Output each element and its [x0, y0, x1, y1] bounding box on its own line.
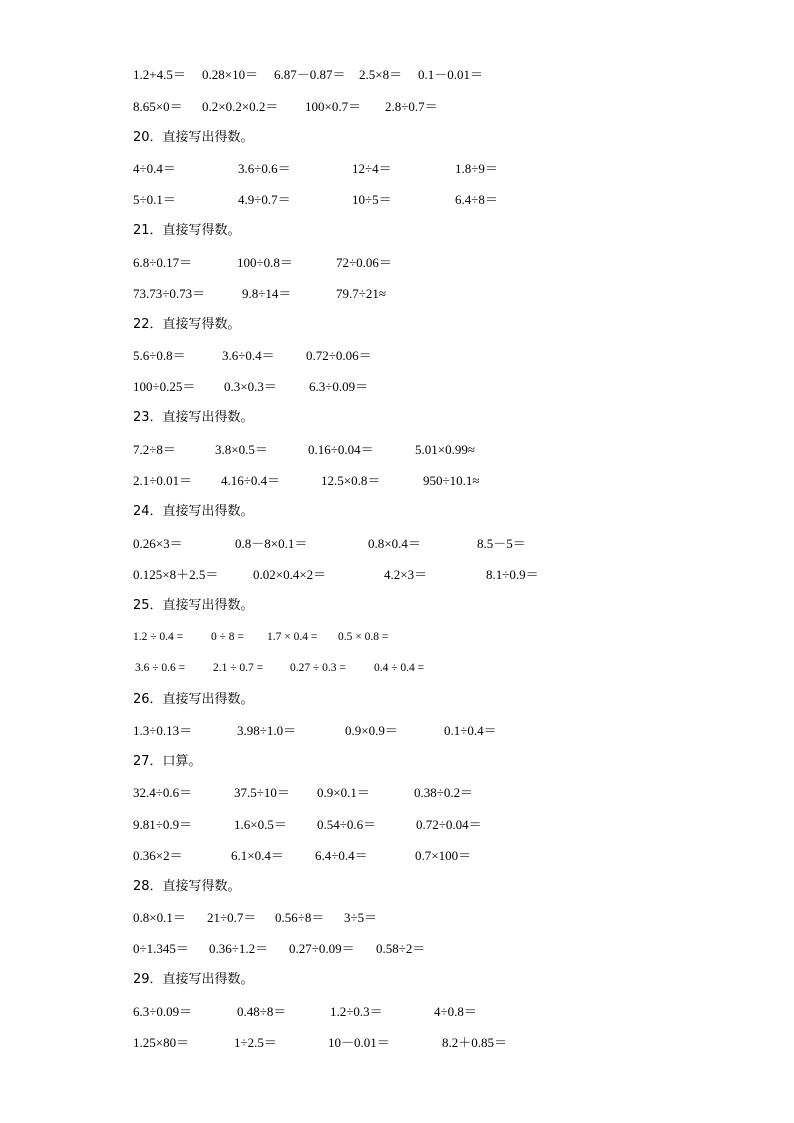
- exercise-title: 24．直接写出得数。: [133, 504, 254, 519]
- exercise-item: 0.7×100＝: [415, 848, 472, 863]
- exercise-item: 1.2 ÷ 0.4 =: [133, 631, 184, 643]
- exercise-item: 21÷0.7＝: [207, 910, 257, 925]
- exercise-item: 0.1－0.01＝: [418, 67, 484, 82]
- exercise-item: 3.98÷1.0＝: [237, 723, 297, 738]
- exercise-item: 1.2+4.5＝: [133, 67, 186, 82]
- exercise-item: 8.5－5＝: [477, 536, 526, 551]
- exercise-title: 20．直接写出得数。: [133, 130, 254, 145]
- exercise-title: 22．直接写得数。: [133, 317, 241, 332]
- exercise-item: 9.8÷14＝: [242, 286, 292, 301]
- exercise-item: 0.27÷0.09＝: [289, 941, 355, 956]
- exercise-item: 0.28×10＝: [202, 67, 259, 82]
- exercise-item: 100÷0.25＝: [133, 379, 196, 394]
- exercise-item: 3.6÷0.4＝: [222, 348, 275, 363]
- exercise-item: 0.125×8＋2.5＝: [133, 567, 219, 582]
- exercise-item: 1÷2.5＝: [234, 1035, 277, 1050]
- exercise-title: 25．直接写出得数。: [133, 598, 254, 613]
- exercise-item: 8.2＋0.85＝: [442, 1035, 508, 1050]
- exercise-item: 5.01×0.99≈: [415, 442, 475, 457]
- exercise-item: 4.9÷0.7＝: [238, 192, 291, 207]
- exercise-item: 0.36×2＝: [133, 848, 183, 863]
- exercise-item: 0.26×3＝: [133, 536, 183, 551]
- exercise-item: 6.1×0.4＝: [231, 848, 284, 863]
- exercise-item: 0.58÷2＝: [376, 941, 426, 956]
- exercise-item: 6.8÷0.17＝: [133, 255, 193, 270]
- exercise-item: 0÷1.345＝: [133, 941, 189, 956]
- exercise-title: 29．直接写出得数。: [133, 972, 254, 987]
- exercise-item: 0.72÷0.06＝: [306, 348, 372, 363]
- exercise-item: 0.1÷0.4＝: [444, 723, 497, 738]
- exercise-item: 4÷0.8＝: [434, 1004, 477, 1019]
- exercise-item: 2.1÷0.01＝: [133, 473, 193, 488]
- exercise-item: 0.16÷0.04＝: [308, 442, 374, 457]
- exercise-item: 0.9×0.1＝: [317, 785, 370, 800]
- exercise-item: 1.25×80＝: [133, 1035, 190, 1050]
- exercise-item: 0.36÷1.2＝: [209, 941, 269, 956]
- exercise-title: 26．直接写出得数。: [133, 692, 254, 707]
- exercise-item: 0.2×0.2×0.2＝: [202, 99, 279, 114]
- exercise-item: 0.4 ÷ 0.4 =: [374, 662, 425, 674]
- exercise-item: 4÷0.4＝: [133, 161, 176, 176]
- exercise-item: 9.81÷0.9＝: [133, 817, 193, 832]
- exercise-item: 2.8÷0.7＝: [385, 99, 438, 114]
- exercise-item: 0.9×0.9＝: [345, 723, 398, 738]
- exercise-item: 4.16÷0.4＝: [221, 473, 281, 488]
- exercise-item: 8.65×0＝: [133, 99, 183, 114]
- exercise-item: 3÷5＝: [344, 910, 378, 925]
- exercise-title: 23．直接写出得数。: [133, 410, 254, 425]
- exercise-item: 100×0.7＝: [305, 99, 362, 114]
- exercise-item: 72÷0.06＝: [336, 255, 392, 270]
- exercise-item: 2.5×8＝: [359, 67, 403, 82]
- exercise-item: 5÷0.1＝: [133, 192, 176, 207]
- exercise-item: 10－0.01＝: [328, 1035, 390, 1050]
- exercise-item: 0.38÷0.2＝: [414, 785, 474, 800]
- exercise-item: 5.6÷0.8＝: [133, 348, 186, 363]
- exercise-item: 7.2÷8＝: [133, 442, 176, 457]
- exercise-item: 0.54÷0.6＝: [317, 817, 377, 832]
- exercise-item: 0.3×0.3＝: [224, 379, 277, 394]
- exercise-item: 37.5÷10＝: [234, 785, 290, 800]
- exercise-item: 100÷0.8＝: [237, 255, 293, 270]
- exercise-item: 3.8×0.5＝: [215, 442, 268, 457]
- exercise-item: 0.56÷8＝: [275, 910, 325, 925]
- exercise-item: 1.2÷0.3＝: [330, 1004, 383, 1019]
- exercise-title: 28．直接写得数。: [133, 879, 241, 894]
- exercise-item: 0.8－8×0.1＝: [235, 536, 308, 551]
- exercise-item: 0.8×0.4＝: [368, 536, 421, 551]
- exercise-title: 21．直接写得数。: [133, 223, 241, 238]
- exercise-item: 73.73÷0.73＝: [133, 286, 206, 301]
- exercise-item: 3.6 ÷ 0.6 =: [135, 662, 186, 674]
- exercise-item: 1.8÷9＝: [455, 161, 498, 176]
- exercise-item: 6.3÷0.09＝: [133, 1004, 193, 1019]
- exercise-item: 950÷10.1≈: [423, 473, 480, 488]
- exercise-title: 27．口算。: [133, 754, 202, 769]
- exercise-item: 0.72÷0.04＝: [416, 817, 482, 832]
- exercise-item: 0.5 × 0.8 =: [338, 631, 389, 643]
- exercise-item: 79.7÷21≈: [336, 286, 387, 301]
- exercise-item: 6.4÷0.4＝: [315, 848, 368, 863]
- exercise-item: 0.02×0.4×2＝: [253, 567, 327, 582]
- exercise-item: 0.27 ÷ 0.3 =: [290, 662, 346, 674]
- exercise-item: 12÷4＝: [352, 161, 392, 176]
- exercise-item: 0 ÷ 8 =: [211, 631, 244, 643]
- exercise-item: 8.1÷0.9＝: [486, 567, 539, 582]
- exercise-item: 6.87－0.87＝: [274, 67, 346, 82]
- exercise-item: 3.6÷0.6＝: [238, 161, 291, 176]
- exercise-item: 32.4÷0.6＝: [133, 785, 193, 800]
- exercise-item: 4.2×3＝: [384, 567, 428, 582]
- exercise-item: 10÷5＝: [352, 192, 392, 207]
- exercise-item: 1.7 × 0.4 =: [267, 631, 318, 643]
- exercise-item: 2.1 ÷ 0.7 =: [213, 662, 264, 674]
- exercise-item: 6.4÷8＝: [455, 192, 498, 207]
- exercise-item: 1.3÷0.13＝: [133, 723, 193, 738]
- exercise-item: 6.3÷0.09＝: [309, 379, 369, 394]
- exercise-item: 1.6×0.5＝: [234, 817, 287, 832]
- exercise-item: 12.5×0.8＝: [321, 473, 381, 488]
- exercise-item: 0.48÷8＝: [237, 1004, 287, 1019]
- exercise-item: 0.8×0.1＝: [133, 910, 186, 925]
